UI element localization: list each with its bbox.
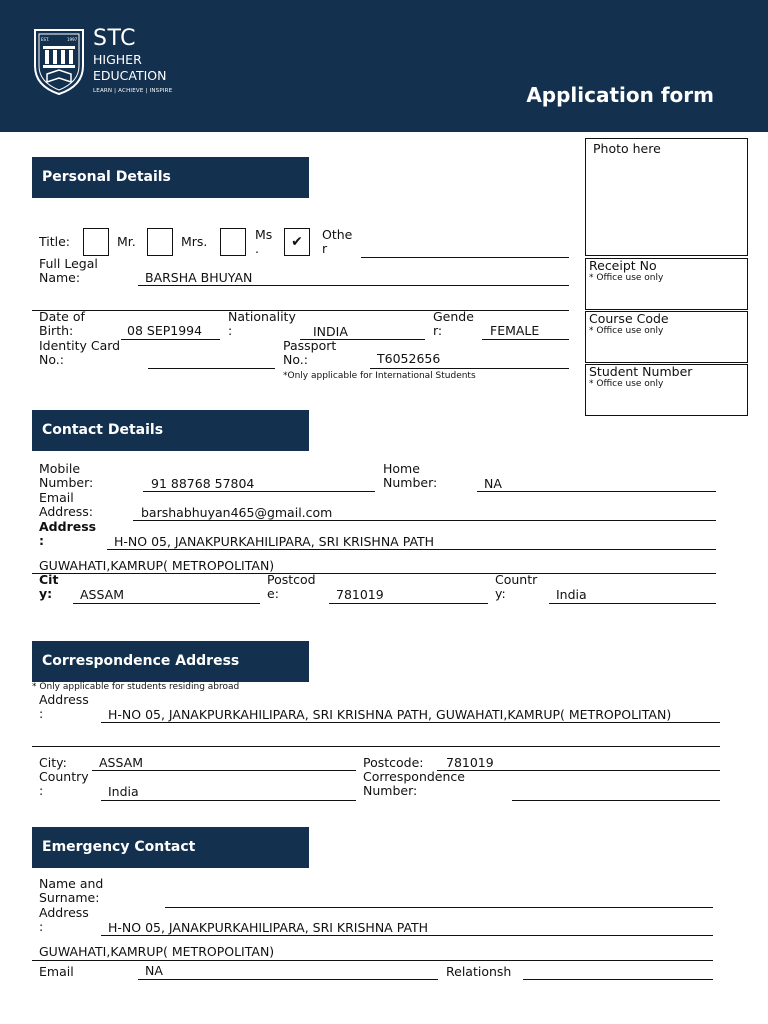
office-use-note: * Office use only <box>589 326 664 336</box>
fullname-label: Full Legal <box>39 256 98 271</box>
fullname-label-2: Name: <box>39 270 81 285</box>
passport-label-2: No.: <box>283 352 308 367</box>
corr-address-field[interactable] <box>101 722 720 723</box>
nationality-value: INDIA <box>313 324 348 339</box>
gender-field[interactable] <box>482 339 569 340</box>
emergency-address-line2-value: GUWAHATI,KAMRUP( METROPOLITAN) <box>39 944 275 959</box>
title-ms-checkbox[interactable] <box>220 228 246 256</box>
abroad-note: * Only applicable for students residing abroad <box>32 682 240 692</box>
nationality-label-2: : <box>228 323 233 338</box>
id-card-label-2: No.: <box>39 352 64 367</box>
corr-country-label-2: : <box>39 783 44 798</box>
corr-address-value: H-NO 05, JANAKPURKAHILIPARA, SRI KRISHNA PATH, GUWAHATI,KAMRUP( METROPOLITAN) <box>108 707 672 722</box>
nationality-label: Nationality <box>228 309 296 324</box>
gender-value: FEMALE <box>490 323 540 338</box>
city-field[interactable] <box>73 603 260 604</box>
emergency-email-field[interactable] <box>138 979 438 980</box>
home-number-value: NA <box>484 476 502 491</box>
corr-postcode-value: 781019 <box>446 755 494 770</box>
country-value: India <box>556 587 587 602</box>
brand-line1: HIGHER <box>93 52 142 67</box>
corr-city-label: City: <box>39 755 67 770</box>
email-label-2: Address: <box>39 504 93 519</box>
form-title: Application form <box>526 83 714 107</box>
city-value: ASSAM <box>80 587 124 602</box>
corr-number-field[interactable] <box>512 800 720 801</box>
corr-postcode-field[interactable] <box>437 770 720 771</box>
fullname-value: BARSHA BHUYAN <box>145 270 253 285</box>
svg-text:1997: 1997 <box>67 37 78 42</box>
corr-address-label: Address <box>39 692 89 707</box>
title-other-field[interactable] <box>361 257 569 258</box>
brand-line2: EDUCATION <box>93 68 167 83</box>
title-mr-checkbox[interactable] <box>83 228 109 256</box>
fullname-field[interactable] <box>138 285 569 286</box>
title-other-label: Othe <box>322 227 353 242</box>
email-field[interactable] <box>133 520 716 521</box>
student-number-box <box>585 364 748 416</box>
emergency-name-field[interactable] <box>165 907 713 908</box>
correspondence-address-header: Correspondence Address <box>32 641 309 682</box>
title-mrs-checkbox[interactable] <box>147 228 173 256</box>
emergency-address-line2-field[interactable] <box>32 960 713 961</box>
address-line2-value: GUWAHATI,KAMRUP( METROPOLITAN) <box>39 558 275 573</box>
emergency-address-label-2: : <box>39 919 44 934</box>
email-label: Email <box>39 490 74 505</box>
dob-label: Date of <box>39 309 85 324</box>
address-line1-value: H-NO 05, JANAKPURKAHILIPARA, SRI KRISHNA PATH <box>114 534 435 549</box>
address-line2-field[interactable] <box>32 573 716 574</box>
personal-details-header: Personal Details <box>32 157 309 198</box>
brand-name: STC <box>93 26 136 51</box>
corr-postcode-label: Postcode: <box>363 755 424 770</box>
corr-address-line2-field[interactable] <box>32 746 720 747</box>
title-other-checkbox[interactable]: ✔ <box>284 228 310 256</box>
home-number-label-2: Number: <box>383 475 438 490</box>
mobile-label-2: Number: <box>39 475 94 490</box>
corr-number-label: Correspondence <box>363 769 465 784</box>
emergency-email-value: NA <box>145 963 163 978</box>
photo-box[interactable] <box>585 138 748 256</box>
receipt-label: Receipt No <box>589 258 657 273</box>
passport-field[interactable] <box>370 368 569 369</box>
email-value: barshabhuyan465@gmail.com <box>141 505 333 520</box>
brand-tagline: LEARN | ACHIEVE | INSPIRE <box>93 88 173 94</box>
emergency-name-label-2: Surname: <box>39 890 100 905</box>
gender-label: Gende <box>433 309 474 324</box>
home-number-label: Home <box>383 461 420 476</box>
country-label-2: y: <box>495 586 506 601</box>
brand-block <box>93 26 172 94</box>
corr-number-label-2: Number: <box>363 783 418 798</box>
title-ms-label: Ms <box>255 227 273 242</box>
office-use-note: * Office use only <box>589 273 664 283</box>
city-label: Cit <box>39 572 59 587</box>
office-use-note: * Office use only <box>589 379 664 389</box>
dob-value: 08 SEP1994 <box>127 323 203 338</box>
stc-crest-logo <box>33 28 85 96</box>
relationship-field[interactable] <box>523 979 713 980</box>
title-other-label-end: r <box>322 241 328 256</box>
course-code-box <box>585 311 748 363</box>
postcode-field[interactable] <box>329 603 488 604</box>
id-card-field[interactable] <box>148 368 275 369</box>
photo-label: Photo here <box>593 141 661 156</box>
mobile-label: Mobile <box>39 461 81 476</box>
corr-address-label-2: : <box>39 706 44 721</box>
emergency-address-line1-value: H-NO 05, JANAKPURKAHILIPARA, SRI KRISHNA PATH <box>108 920 429 935</box>
corr-city-value: ASSAM <box>99 755 143 770</box>
svg-text:EST.: EST. <box>41 37 50 42</box>
home-number-field[interactable] <box>477 491 716 492</box>
country-label: Countr <box>495 572 538 587</box>
relationship-label: Relationsh <box>446 964 512 979</box>
dob-label-2: Birth: <box>39 323 74 338</box>
address-line1-field[interactable] <box>107 549 716 550</box>
contact-details-header: Contact Details <box>32 410 309 451</box>
divider <box>32 310 569 311</box>
title-ms-label-dot: . <box>255 241 259 256</box>
intl-students-note: *Only applicable for International Students <box>283 371 476 381</box>
emergency-name-label: Name and <box>39 876 104 891</box>
student-number-label: Student Number <box>589 364 693 379</box>
id-card-label: Identity Card <box>39 338 121 353</box>
emergency-contact-header: Emergency Contact <box>32 827 309 868</box>
gender-label-2: r: <box>433 323 443 338</box>
mobile-field[interactable] <box>143 491 375 492</box>
passport-value: T6052656 <box>377 351 441 366</box>
emergency-email-label: Email <box>39 964 74 979</box>
corr-country-value: India <box>108 784 139 799</box>
receipt-box <box>585 258 748 310</box>
postcode-label: Postcod <box>267 572 316 587</box>
city-label-2: y: <box>39 586 53 601</box>
passport-label: Passport <box>283 338 337 353</box>
course-code-label: Course Code <box>589 311 669 326</box>
corr-country-label: Country <box>39 769 89 784</box>
address-label-2: : <box>39 533 44 548</box>
dob-field[interactable] <box>121 339 220 340</box>
mobile-value: 91 88768 57804 <box>151 476 255 491</box>
emergency-address-label: Address <box>39 905 89 920</box>
title-mr-label: Mr. <box>117 234 136 249</box>
postcode-value: 781019 <box>336 587 384 602</box>
address-label: Address <box>39 519 97 534</box>
emergency-address-line1-field[interactable] <box>101 935 713 936</box>
country-field[interactable] <box>549 603 716 604</box>
title-mrs-label: Mrs. <box>181 234 208 249</box>
corr-country-field[interactable] <box>101 800 356 801</box>
corr-city-field[interactable] <box>92 770 356 771</box>
postcode-label-2: e: <box>267 586 279 601</box>
title-label: Title: <box>39 234 70 249</box>
